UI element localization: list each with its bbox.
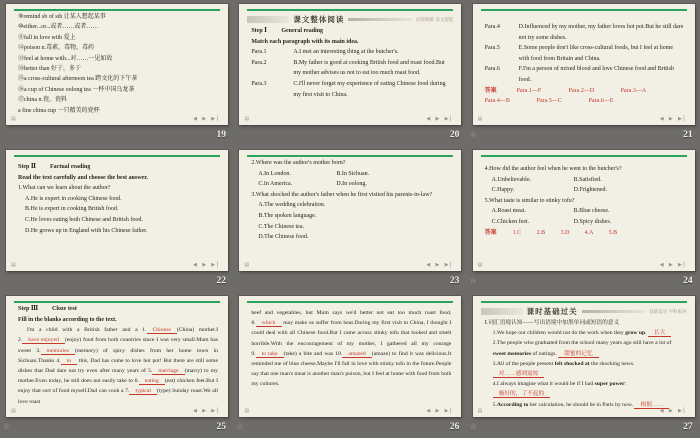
text-line: B.He is expert in cooking British food. xyxy=(25,206,119,213)
text-line: a fine china cup 一只精美的瓷杯 xyxy=(18,107,100,114)
slide-thumbnail[interactable] xyxy=(239,150,461,271)
page-icon: ▤ xyxy=(244,409,250,414)
flag-icon: ☆ xyxy=(469,422,477,431)
end-icon[interactable]: ▶▏ xyxy=(677,409,690,414)
media-controls[interactable] xyxy=(660,262,690,268)
text-line: Read the text carefully and choose the best answer. xyxy=(18,174,148,181)
text-line: A.The wedding celebration. xyxy=(258,202,326,209)
slide-body xyxy=(6,150,228,236)
page-icon: ▤ xyxy=(11,117,16,122)
slide-strip xyxy=(239,271,461,289)
text-line: 2.Where was the author's mother born? xyxy=(251,160,346,166)
end-icon[interactable]: ▶▏ xyxy=(211,409,223,414)
slide-header xyxy=(247,15,453,24)
slide-cell-22 xyxy=(0,146,233,292)
prev-icon[interactable]: ◀ xyxy=(426,117,433,122)
slide-page-number: 19 xyxy=(216,129,226,140)
slide-top-rule xyxy=(14,9,220,11)
media-controls[interactable] xyxy=(193,116,223,122)
media-controls[interactable] xyxy=(193,408,223,414)
slide-thumbnail[interactable] xyxy=(6,296,228,417)
slide-top-rule xyxy=(14,301,220,303)
prev-icon[interactable]: ◀ xyxy=(659,409,666,414)
header-rule xyxy=(348,18,412,21)
slide-body xyxy=(473,316,695,410)
slide-body xyxy=(6,4,228,116)
slide-strip xyxy=(3,417,228,435)
header-title: 课文整体阅读 xyxy=(293,15,345,24)
text-line: 2.The people who graduated from the school many years ago still have a lot of sweet memories of outings. 甜蜜的记忆 xyxy=(492,340,672,357)
slide-thumbnail[interactable] xyxy=(239,296,461,417)
text-line: Para.6 F.I'm a person of mixed blood and love Chinese food and British food. xyxy=(484,66,674,83)
slide-page-number: 22 xyxy=(216,275,226,286)
text-line: ⑯a cup of Chinese oolong tea 一杯中国乌龙茶 xyxy=(18,86,135,93)
media-controls[interactable] xyxy=(426,408,456,414)
slide-strip xyxy=(236,417,461,435)
end-icon[interactable]: ▶▏ xyxy=(444,263,457,268)
prev-icon[interactable]: ◀ xyxy=(659,117,666,122)
page-icon: ▤ xyxy=(477,409,483,414)
slide-top-rule xyxy=(247,155,453,157)
prev-icon[interactable]: ◀ xyxy=(193,117,199,122)
slide-thumbnail[interactable] xyxy=(473,296,695,417)
text-line: Ⅰ.词汇语境认知——写出语境中加黑单词或短语的意义 xyxy=(484,320,620,326)
slide-thumbnail[interactable] xyxy=(473,150,695,271)
text-line: B.The spoken language. xyxy=(258,212,317,219)
slide-header xyxy=(481,307,687,316)
header-left-bar-icon xyxy=(247,16,289,23)
text-line: A.He is expert in cooking Chinese food. xyxy=(25,195,122,202)
next-icon[interactable]: ▶ xyxy=(202,117,209,122)
end-icon[interactable]: ▶▏ xyxy=(444,409,457,414)
media-controls[interactable] xyxy=(426,116,456,122)
next-icon[interactable]: ▶ xyxy=(668,117,675,122)
text-line: ⑫poison n.毒素，毒物，毒药 xyxy=(18,45,95,52)
slide-cell-27 xyxy=(467,292,700,438)
slide-page-number: 20 xyxy=(449,129,460,140)
slide-body xyxy=(239,296,461,390)
text-line: ⑨remind sb of sth 让某人想起某事 xyxy=(18,14,106,20)
text-line: I'm a child with a British father and a 1. Chinese (China) mother.I 2. have enjoyed (enjoy) food from both countries since I was very small.Mum has sweet 3. memories (memory) of spicy dishes from her home town in Sichuan.Thanks 4. to this, Dad has come to love hot pot! But there are still some dishes that Dad dare not try even after many years of 5. marriage (marry) to my mother.Even today, he still does not easily take to 6. eating (eat) chicken feet.But I enjoy that sort of food myself.Dad can cook a 7. typical (type) Sunday roast.We all love roast xyxy=(18,327,218,405)
slide-strip xyxy=(469,271,695,289)
slide-page-number: 26 xyxy=(449,421,460,432)
slide-strip xyxy=(6,271,228,289)
slide-thumbnail[interactable] xyxy=(239,4,461,125)
page-icon: ▤ xyxy=(11,263,16,268)
header-rule xyxy=(582,310,646,313)
text-line: Fill in the blanks according to the text. xyxy=(18,316,117,323)
text-line: A.In London. B.In Sichuan. xyxy=(258,170,370,177)
media-controls[interactable] xyxy=(660,408,690,414)
slide-page-number: 23 xyxy=(449,275,460,286)
prev-icon[interactable]: ◀ xyxy=(193,263,199,268)
prev-icon[interactable]: ◀ xyxy=(193,409,199,414)
flag-icon: ☆ xyxy=(469,276,477,285)
text-line: Step Ⅱ Factual reading xyxy=(18,164,91,170)
text-line: C.Chicken feet. D.Spicy dishes. xyxy=(491,218,612,225)
text-line: A.Roast meat. B.Blue cheese. xyxy=(491,208,610,215)
slide-cell-24 xyxy=(467,146,700,292)
text-line: A.Unbelievable. B.Satisfied. xyxy=(491,176,602,183)
text-line: 答案 Para.1—F Para.2—D Para.3—A xyxy=(484,87,647,94)
page-icon: ▤ xyxy=(244,263,250,268)
slide-strip xyxy=(469,125,695,143)
text-line: Step Ⅰ General reading xyxy=(251,28,324,34)
text-line: 5.According to her calculation, he should be in Paris by now. 根据…… xyxy=(485,400,685,410)
page-icon: ▤ xyxy=(477,117,483,122)
text-line: D.The Chinese food. xyxy=(258,234,309,241)
page-icon: ▤ xyxy=(11,409,16,414)
slide-top-rule xyxy=(247,9,453,11)
text-line: Match each paragraph with its main idea. xyxy=(251,38,359,45)
slide-cell-23 xyxy=(233,146,466,292)
media-controls[interactable] xyxy=(426,262,456,268)
text-line: ⑩either...or...或者……或者…… xyxy=(18,24,99,31)
text-line: Step Ⅲ Cloze test xyxy=(18,306,77,312)
end-icon[interactable]: ▶▏ xyxy=(211,263,223,268)
text-line: beef and vegetables, but Mum says we'd better not eat too much roast food, 8. which may make us suffer from heat.During my first visit to China, I thought I could deal with all Chinese food.But I came across stinky tofu that looked and smelt horrible.With the encouragement of my mother, I gathered all my courage 9. to take (take) a bite and was 10. amazed (amaze) to find it was delicious.It reminded me of blue cheese.Maybe I'll fall in love with stinky tofu in the future.People say that one man's meat is another man's poison, but I feel at home with food from both my cultures. xyxy=(251,310,452,388)
next-icon[interactable]: ▶ xyxy=(435,409,442,414)
text-line: 5.What taste is similar to stinky tofu? xyxy=(484,197,575,204)
slide-top-rule xyxy=(247,301,453,303)
media-controls[interactable] xyxy=(193,262,223,268)
next-icon[interactable]: ▶ xyxy=(202,263,209,268)
text-line: ⑬feel at home with...对……一见如故 xyxy=(18,55,113,62)
next-icon[interactable]: ▶ xyxy=(435,117,442,122)
prev-icon[interactable]: ◀ xyxy=(426,263,433,268)
slide-page-number: 21 xyxy=(683,129,693,140)
text-line: C.The Chinese tea. xyxy=(258,223,304,230)
text-line: 答案 1.C 2.B 3.D 4.A 5.B xyxy=(484,229,618,236)
slide-top-rule xyxy=(14,155,220,157)
next-icon[interactable]: ▶ xyxy=(435,263,442,268)
page-icon: ▤ xyxy=(244,117,250,122)
slide-cell-21 xyxy=(467,0,700,146)
text-line: Para.5 E.Some people don't like cross-cultural foods, but I feel at home with food from Britain and China. xyxy=(484,45,674,62)
text-line: 3.What shocked the author's father when he first visited his parents-in-law? xyxy=(251,191,433,198)
end-icon[interactable]: ▶▏ xyxy=(444,117,457,122)
slide-page-number: 25 xyxy=(216,421,226,432)
text-line: ⑪fall in love with 爱上 xyxy=(18,34,76,41)
header-left-bar-icon xyxy=(481,308,523,315)
flag-icon: ☆ xyxy=(3,422,11,431)
slide-body xyxy=(473,150,695,238)
end-icon[interactable]: ▶▏ xyxy=(677,117,690,122)
flag-icon: ☆ xyxy=(236,422,244,431)
media-controls[interactable] xyxy=(660,116,690,122)
end-icon[interactable]: ▶▏ xyxy=(211,117,223,122)
slide-page-number: 27 xyxy=(683,421,693,432)
slide-body xyxy=(239,150,461,243)
slide-cell-19 xyxy=(0,0,233,146)
slide-top-rule xyxy=(481,301,687,303)
text-line: C.In America. D.In oolong. xyxy=(258,181,367,188)
text-line: ⑰china n.瓷，瓷料 xyxy=(18,97,67,104)
slide-top-rule xyxy=(481,9,687,11)
text-line: 1.What can we learn about the author? xyxy=(18,185,111,192)
slide-cell-20 xyxy=(233,0,466,146)
slide-cell-26 xyxy=(233,292,466,438)
slide-body xyxy=(473,4,695,107)
slide-thumbnail[interactable] xyxy=(6,4,228,125)
text-line: ⑭better than 好于，多于 xyxy=(18,66,81,73)
text-line: 4.How did the author feel when he went to the butcher's? xyxy=(484,166,622,172)
next-icon[interactable]: ▶ xyxy=(668,409,675,414)
prev-icon[interactable]: ◀ xyxy=(426,409,433,414)
text-line: C.Happy. D.Frightened. xyxy=(491,187,607,194)
slide-strip xyxy=(239,125,461,143)
text-line: Para.4—B Para.5—C Para.6—E xyxy=(484,98,614,105)
next-icon[interactable]: ▶ xyxy=(202,409,209,414)
prev-icon[interactable]: ◀ xyxy=(659,263,666,268)
slide-body xyxy=(239,24,461,100)
text-line: 1.We hope our children would not do the work when they grow up. 长大 xyxy=(485,328,685,338)
slide-cell-25 xyxy=(0,292,233,438)
text-line: C.He loves eating both Chinese and British food. xyxy=(25,216,143,223)
header-tag: 语篇理解 读文提能 xyxy=(415,17,454,23)
slide-top-rule xyxy=(481,155,687,157)
text-line: Para.1 A.I met an interesting thing at the butcher's. xyxy=(251,49,399,56)
flag-icon: ☆ xyxy=(469,130,477,139)
text-line: Para.3 C.I'll never forget my experience of eating Chinese food during my first visit to China. xyxy=(251,80,446,98)
text-line: D.He grows up in England with his Chinese father. xyxy=(25,227,148,234)
header-tag: 基础落实 学科素养 xyxy=(649,309,687,315)
text-line: Para.4 D.Influenced by my mother, my father loves hot pot.But he still dare not try some dishes. xyxy=(484,24,684,41)
slide-body xyxy=(6,296,228,407)
text-line: 3.All of the people present felt shocked at the shocking news. 对……感到震惊 xyxy=(492,360,635,378)
end-icon[interactable]: ▶▏ xyxy=(677,263,690,268)
slide-thumbnail[interactable] xyxy=(6,150,228,271)
page-icon: ▤ xyxy=(477,263,483,268)
slide-strip xyxy=(469,417,695,435)
slide-page-number: 24 xyxy=(683,275,693,286)
text-line: 4.I always imagine what it would be if I had super power: 极好的，了不起的 xyxy=(492,381,627,398)
text-line: Para.2 B.My father is good at cooking British food and roast food.But my mother advises us not to eat too much roast food. xyxy=(251,59,445,77)
header-title: 课时基础过关 xyxy=(526,307,578,316)
slide-thumbnail[interactable] xyxy=(473,4,695,125)
text-line: ⑮a cross-cultural afternoon tea 跨文化的下午茶 xyxy=(18,76,138,83)
next-icon[interactable]: ▶ xyxy=(668,263,675,268)
slide-strip xyxy=(6,125,228,143)
